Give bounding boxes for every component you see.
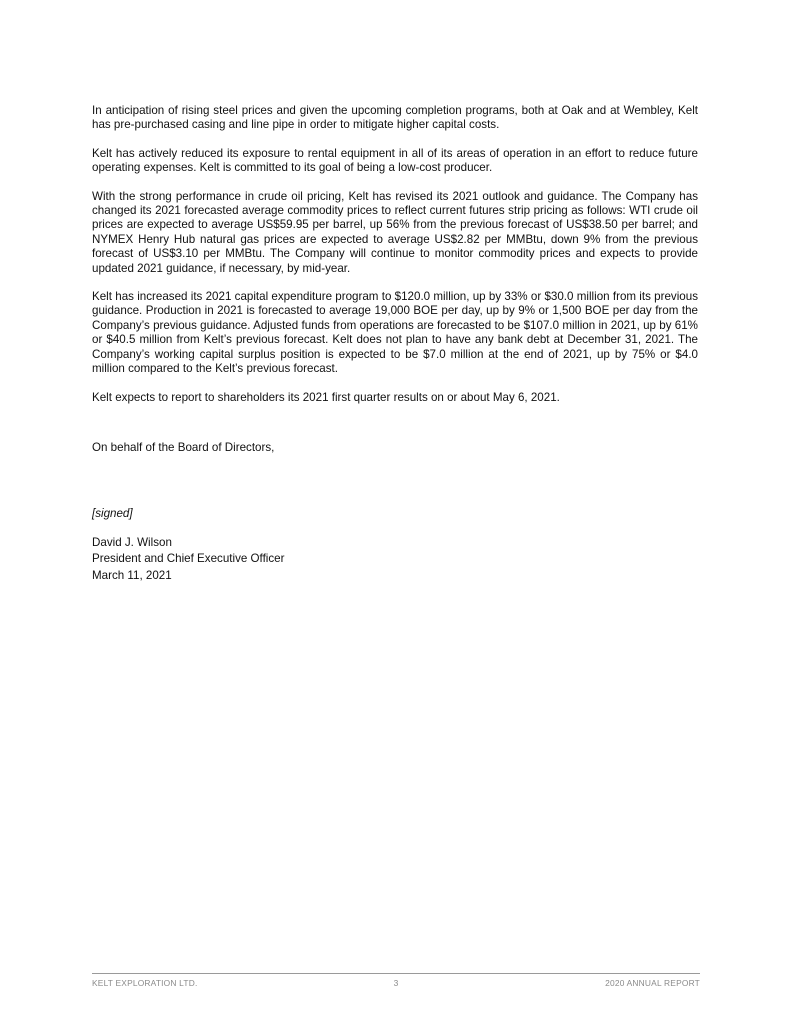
- footer-report-title: 2020 ANNUAL REPORT: [605, 978, 700, 988]
- footer-company: KELT EXPLORATION LTD.: [92, 978, 198, 988]
- letter-date: March 11, 2021: [92, 568, 172, 582]
- paragraph-capital-program: Kelt has increased its 2021 capital expenditure program to $120.0 million, up by 33% or $30.0 million from its previous guidance. Production in 2021 is forecasted to average 19,000 BOE per day, up by 9% or 1,500 BOE per day from the Company’s previous guidance. Adjusted funds from operations are forecasted to be $107.0 million in 2021, up by 61% or $40.5 million from Kelt’s previous forecast. Kelt does not plan to have any bank debt at December 31, 2021. The Company’s working capital surplus position is expected to be $7.0 million at the end of 2021, up by 75% or $4.0 million compared to the Kelt’s previous forecast.: [92, 290, 698, 376]
- paragraph-steel-prices: In anticipation of rising steel prices and given the upcoming completion programs, both at Oak and at Wembley, Kelt has pre-purchased casing and line pipe in order to mitigate higher capital costs.: [92, 104, 698, 132]
- paragraph-outlook-guidance: With the strong performance in crude oil pricing, Kelt has revised its 2021 outlook and guidance. The Company has changed its 2021 forecasted average commodity prices to reflect current futures strip pricing as follows: WTI crude oil prices are expected to average US$59.95 per barrel, up 56% from the previous forecast of US$38.50 per barrel; and NYMEX Henry Hub natural gas prices are expected to average US$2.82 per MMBtu, down 9% from the previous forecast of US$3.10 per MMBtu. The Company will continue to monitor commodity prices and expects to provide updated 2021 guidance, if necessary, by mid-year.: [92, 189, 698, 275]
- paragraph-rental-equipment: Kelt has actively reduced its exposure to rental equipment in all of its areas of operation in an effort to reduce future operating expenses. Kelt is committed to its goal of being a low-cost producer.: [92, 146, 698, 175]
- signatory-title: President and Chief Executive Officer: [92, 552, 285, 566]
- signatory-name: David J. Wilson: [92, 535, 172, 549]
- signed-note: [signed]: [92, 507, 133, 521]
- signatory-block: [92, 535, 698, 584]
- footer-page-number: 3: [393, 978, 399, 988]
- paragraph-first-quarter: Kelt expects to report to shareholders its 2021 first quarter results on or about May 6, 2021.: [92, 390, 560, 404]
- closing-line: On behalf of the Board of Directors,: [92, 440, 275, 454]
- page-footer: [92, 973, 700, 988]
- letter-body: [92, 104, 698, 584]
